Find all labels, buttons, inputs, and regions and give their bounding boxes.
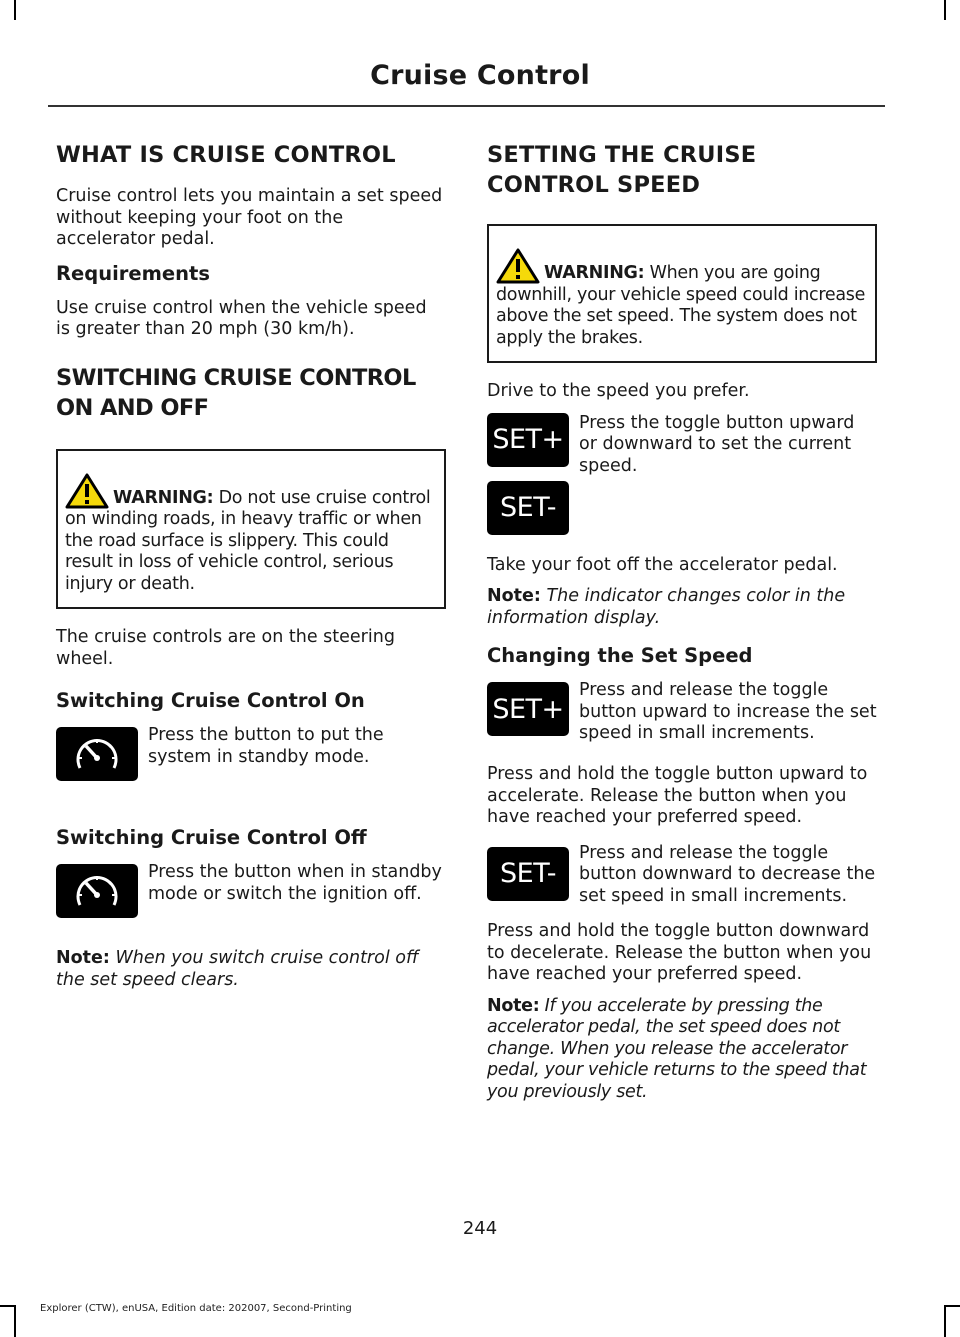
- instruction-on: [56, 725, 446, 805]
- set-minus-label: SET-: [500, 858, 556, 889]
- paragraph-foot: Take your foot off the accelerator pedal.: [487, 554, 838, 575]
- instruction-toggle: [487, 413, 877, 539]
- note-text: The indicator changes color in the information display.: [487, 586, 846, 628]
- instruction-text: Press the button when in standby mode or switch the ignition off.: [148, 862, 442, 904]
- cruise-control-icon: [56, 727, 138, 781]
- crop-mark: [14, 0, 16, 20]
- warning-label: WARNING:: [544, 263, 645, 283]
- subheading-change: Changing the Set Speed: [487, 644, 753, 667]
- paragraph-requirements: Use cruise control when the vehicle speed is greater than 20 mph (30 km/h).: [56, 297, 427, 339]
- set-plus-label: SET+: [492, 693, 564, 725]
- warning-triangle-icon: [65, 473, 109, 509]
- warning-text: [496, 248, 868, 349]
- instruction-off: [56, 862, 446, 934]
- paragraph-drive: Drive to the speed you prefer.: [487, 381, 750, 401]
- note: [487, 586, 877, 629]
- heading-line: SWITCHING CRUISE CONTROL: [56, 364, 416, 391]
- warning-box: [56, 449, 446, 610]
- instruction-increase: [487, 680, 877, 750]
- note: [487, 996, 877, 1104]
- warning-triangle-icon: [496, 248, 540, 284]
- paragraph-controls: The cruise controls are on the steering wheel.: [56, 627, 395, 669]
- paragraph-what: Cruise control lets you maintain a set speed without keeping your foot on the accelerator pedal.: [56, 186, 443, 249]
- instruction-decrease: [487, 839, 877, 908]
- paragraph-decelerate: Press and hold the toggle button downward to decelerate. Release the button when you have reached your preferred speed.: [487, 921, 872, 984]
- warning-text: [65, 473, 437, 596]
- instruction-text: Press and release the toggle button upward to increase the set speed in small increments.: [579, 680, 877, 743]
- left-column: [56, 140, 446, 1005]
- set-minus-label: SET-: [500, 492, 556, 523]
- section-heading-what: WHAT IS CRUISE CONTROL: [56, 142, 396, 168]
- note-text: When you switch cruise control off the set speed clears.: [56, 948, 419, 990]
- section-heading-setting: [487, 140, 877, 200]
- header-divider: [48, 105, 885, 107]
- footer-edition: Explorer (CTW), enUSA, Edition date: 202007, Second-Printing: [40, 1303, 352, 1314]
- instruction-text: Press the toggle button upward or downward to set the current speed.: [579, 412, 855, 476]
- note-text: If you accelerate by pressing the accelerator pedal, the set speed does not change. When you release the accelerator pedal, your vehicle returns to the speed that you previously set.: [487, 995, 867, 1102]
- set-plus-button-icon: [487, 682, 569, 736]
- crop-mark: [14, 1307, 16, 1337]
- warning-label: WARNING:: [113, 487, 214, 508]
- page-title: Cruise Control: [370, 60, 590, 91]
- subheading-off: Switching Cruise Control Off: [56, 826, 367, 849]
- crop-mark: [944, 0, 946, 20]
- warning-body: When you are going downhill, your vehicle speed could increase above the set speed. The system does not apply the brakes.: [496, 263, 866, 348]
- set-minus-button-icon: [487, 481, 569, 535]
- crop-mark: [944, 1305, 960, 1307]
- paragraph-accelerate: Press and hold the toggle button upward to accelerate. Release the button when you have reached your preferred speed.: [487, 764, 868, 827]
- warning-box: [487, 224, 877, 363]
- subheading-requirements: Requirements: [56, 261, 210, 285]
- note: [56, 948, 446, 991]
- set-plus-button-icon: [487, 413, 569, 467]
- right-column: [487, 140, 877, 1117]
- crop-mark: [944, 1307, 946, 1337]
- cruise-control-icon: [56, 864, 138, 918]
- set-plus-label: SET+: [492, 424, 564, 455]
- heading-line: SETTING THE CRUISE: [487, 142, 757, 168]
- instruction-text: Press the button to put the system in standby mode.: [148, 725, 384, 767]
- instruction-text: Press and release the toggle button downward to decrease the set speed in small increments.: [579, 842, 876, 906]
- crop-mark: [0, 1305, 16, 1307]
- page-number: 244: [462, 1218, 498, 1239]
- set-minus-button-icon: [487, 847, 569, 901]
- heading-line: CONTROL SPEED: [487, 172, 701, 198]
- note-label: Note:: [487, 586, 541, 606]
- section-heading-switching: [56, 363, 446, 423]
- note-label: Note:: [56, 948, 110, 968]
- warning-body: Do not use cruise control on winding roads, in heavy traffic or when the road surface is slippery. This could result in loss of vehicle control, serious injury or death.: [65, 487, 431, 594]
- heading-line: ON AND OFF: [56, 394, 209, 421]
- subheading-on: Switching Cruise Control On: [56, 689, 365, 712]
- note-label: Note:: [487, 995, 540, 1016]
